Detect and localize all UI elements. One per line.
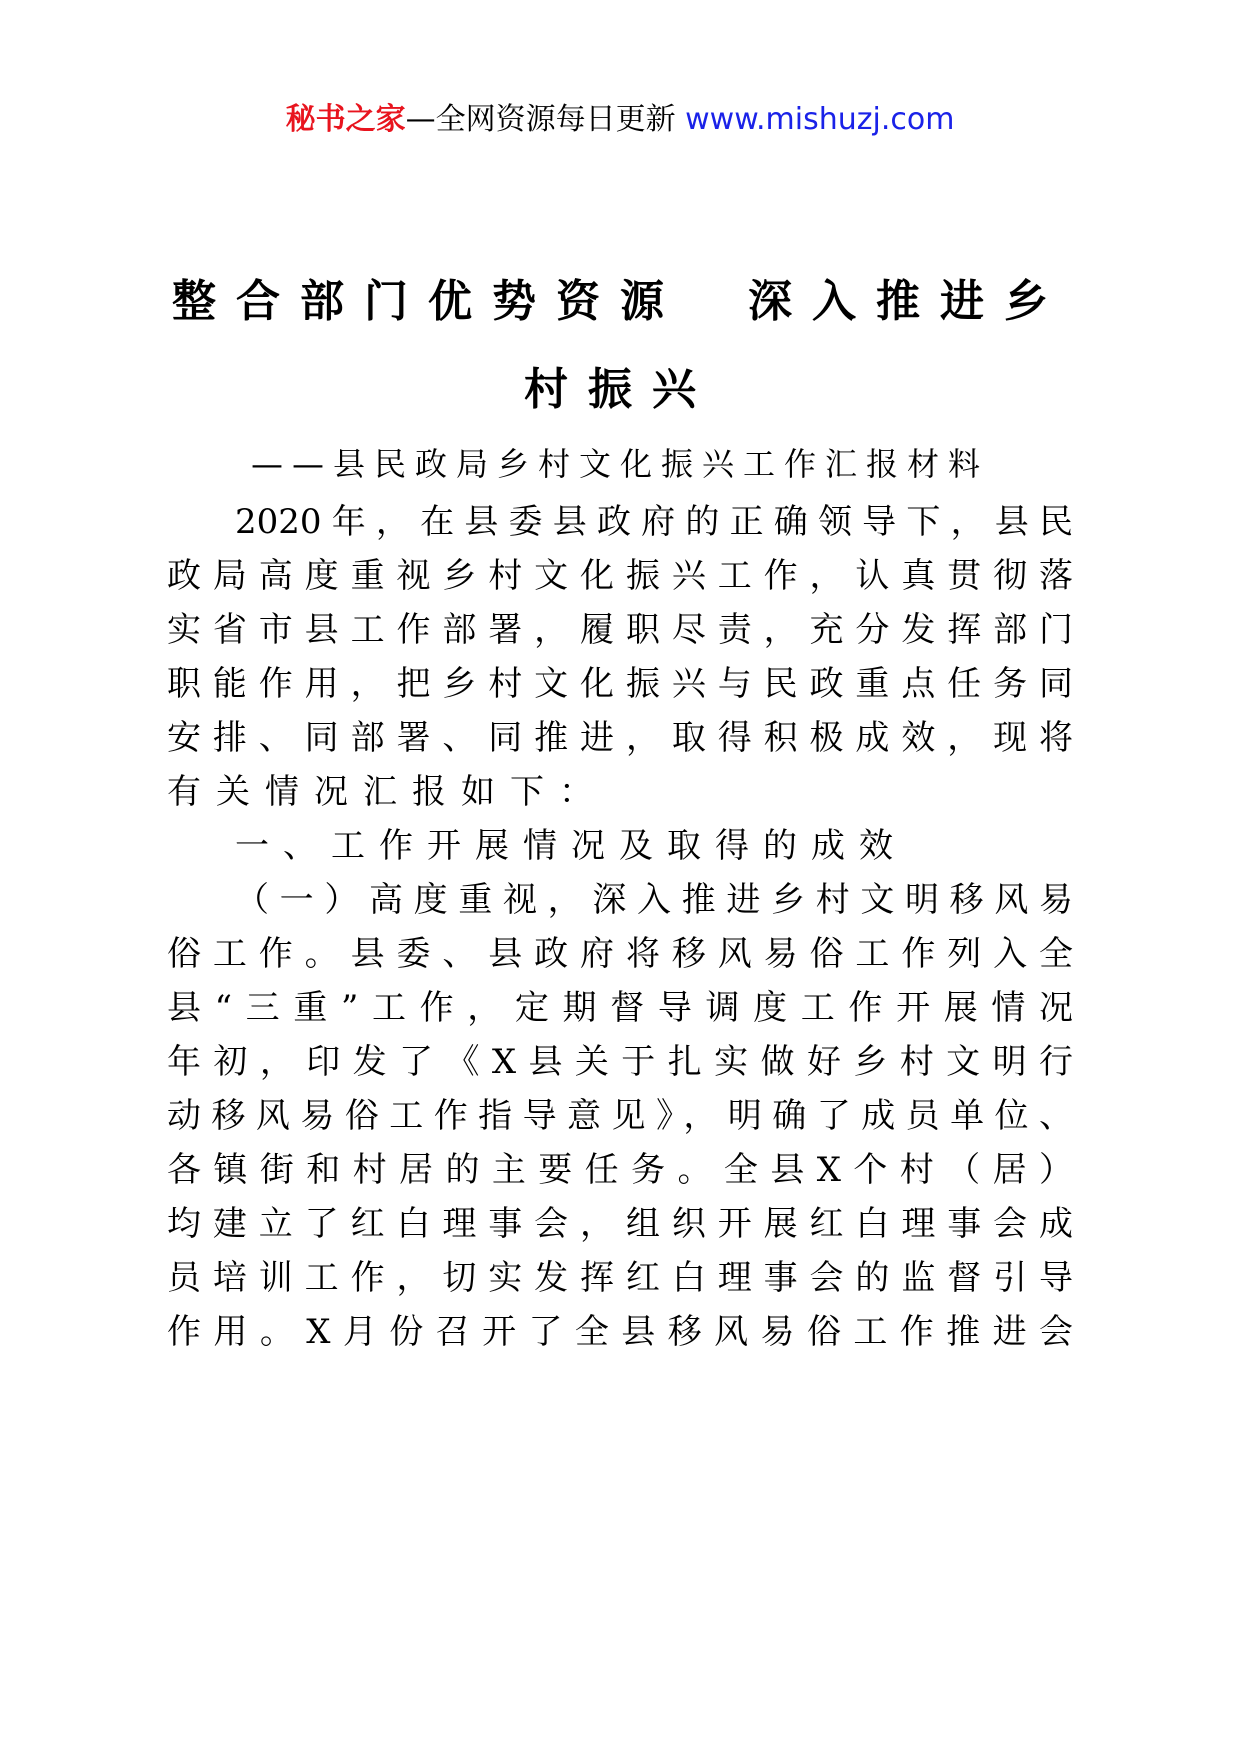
body-line: （一）高度重视，深入推进乡村文明移风易 [235,880,1073,920]
site-brand: 秘书之家 [285,102,406,137]
body-line: 俗工作。县委、县政府将移风易俗工作列入全 [167,934,1073,974]
site-url-link[interactable]: www.mishuzj.com [685,102,955,137]
body-line: 职能作用，把乡村文化振兴与民政重点任务同 [167,664,1073,704]
body-line: 安排、同部署、同推进，取得积极成效，现将 [167,718,1073,758]
site-tagline: —全网资源每日更新 [405,102,686,137]
body-line: 实省市县工作部署，履职尽责，充分发挥部门 [167,610,1073,650]
body-line: 年初，印发了《X县关于扎实做好乡村文明行 [167,1042,1073,1082]
body-line: 各镇街和村居的主要任务。全县X个村（居） [167,1150,1073,1190]
document-title-line-2: 村振兴 [524,364,716,415]
body-line: 县“三重”工作，定期督导调度工作开展情况 [167,988,1073,1028]
site-header [0,100,1240,140]
body-line: 动移风易俗工作指导意见》，明确了成员单位、 [167,1096,1073,1136]
body-line: 政局高度重视乡村文化振兴工作，认真贯彻落 [167,556,1073,596]
body-line: 有关情况汇报如下： [167,772,608,812]
document-title-line-1: 整合部门优势资源 深入推进乡 [172,276,1068,327]
document-subtitle: ——县民政局乡村文化振兴工作汇报材料 [250,445,989,483]
section-heading: 一、工作开展情况及取得的成效 [235,826,907,866]
body-line: 作用。X月份召开了全县移风易俗工作推进会 [167,1312,1073,1352]
body-line: 员培训工作，切实发挥红白理事会的监督引导 [167,1258,1073,1298]
body-line: 2020年，在县委县政府的正确领导下，县民 [235,502,1073,542]
body-line: 均建立了红白理事会，组织开展红白理事会成 [167,1204,1073,1244]
